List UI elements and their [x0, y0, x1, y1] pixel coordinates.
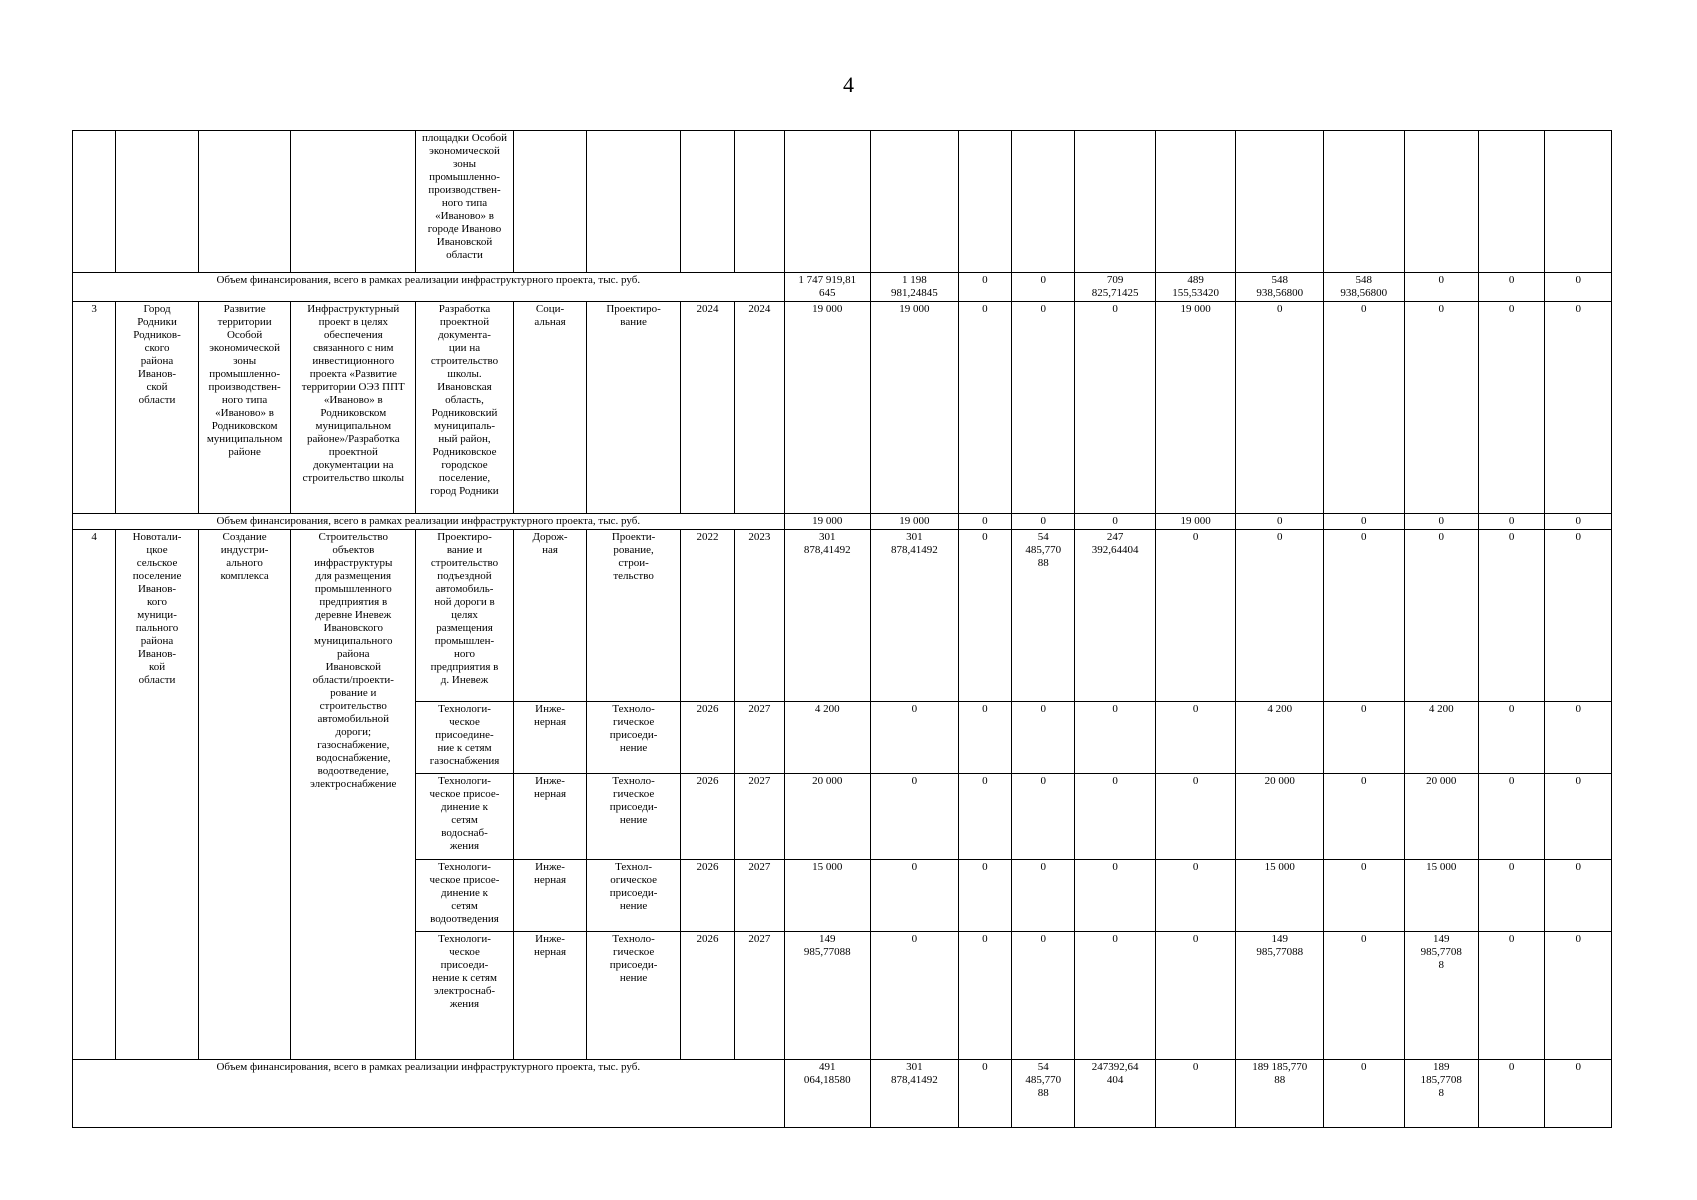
value-cell: 1 747 919,81 645 [784, 273, 871, 302]
object-cell: Технологи- ческое присое- динение к сетям водоотведения [416, 860, 514, 932]
value-cell: 15 000 [1404, 860, 1478, 932]
value-cell: 247 392,64404 [1075, 530, 1156, 702]
value-cell: 0 [1236, 514, 1324, 530]
value-cell: 19 000 [1155, 514, 1236, 530]
total-label: Объем финансирования, всего в рамках реализации инфраструктурного проекта, тыс. руб. [73, 273, 785, 302]
year-start: 2026 [680, 932, 734, 1060]
value-cell: 0 [1478, 514, 1544, 530]
value-cell: 0 [1011, 514, 1074, 530]
type-cell: Инже- нерная [513, 932, 586, 1060]
value-cell: 0 [1323, 932, 1404, 1060]
object-cell: Технологи- ческое присоеди- нение к сетям электроснаб- жения [416, 932, 514, 1060]
stage-cell: Техноло- гическое присоеди- нение [587, 932, 681, 1060]
value-cell: 0 [1155, 530, 1236, 702]
municipality-cell: Новотали- цкое сельское поселение Иванов- кого муници- пального района Иванов- кой области [116, 530, 199, 1060]
value-cell: 0 [1323, 530, 1404, 702]
value-cell: 19 000 [784, 514, 871, 530]
value-cell: 489 155,53420 [1155, 273, 1236, 302]
year-start: 2026 [680, 774, 734, 860]
value-cell: 0 [1404, 302, 1478, 514]
value-cell: 0 [958, 302, 1011, 514]
object-cell: Проектиро- вание и строительство подъездной автомобиль- ной дороги в целях размещения промышлен- ного предприятия в д. Иневеж [416, 530, 514, 702]
value-cell: 189 185,7708 8 [1404, 1060, 1478, 1128]
type-cell: Соци- альная [513, 302, 586, 514]
value-cell: 149 985,77088 [784, 932, 871, 1060]
year-end: 2027 [735, 774, 784, 860]
value-cell: 0 [1075, 860, 1156, 932]
stage-cell: Проектиро- вание [587, 302, 681, 514]
row-number: 3 [73, 302, 116, 514]
object-cell: Разработка проектной документа- ции на строительство школы. Ивановская область, Родниковский муниципаль- ный район, Родниковское городское поселение, город Родники [416, 302, 514, 514]
project-cell: Развитие территории Особой экономической зоны промышленно- производствен- ного типа «Иваново» в Родниковском муниципальном районе [198, 302, 291, 514]
value-cell: 0 [1478, 774, 1544, 860]
value-cell: 0 [1545, 273, 1612, 302]
value-cell: 0 [1155, 860, 1236, 932]
value-cell: 301 878,41492 [871, 530, 959, 702]
value-cell: 149 985,7708 8 [1404, 932, 1478, 1060]
value-cell: 0 [1323, 774, 1404, 860]
value-cell: 4 200 [784, 702, 871, 774]
value-cell: 0 [958, 860, 1011, 932]
value-cell: 0 [1155, 1060, 1236, 1128]
value-cell: 15 000 [1236, 860, 1324, 932]
value-cell: 0 [1155, 932, 1236, 1060]
value-cell: 0 [1478, 273, 1544, 302]
value-cell: 0 [1323, 302, 1404, 514]
year-end: 2027 [735, 860, 784, 932]
value-cell: 0 [1545, 702, 1612, 774]
value-cell: 0 [1075, 702, 1156, 774]
value-cell: 20 000 [784, 774, 871, 860]
financing-table [72, 130, 1612, 1128]
type-cell: Инже- нерная [513, 702, 586, 774]
value-cell: 19 000 [871, 302, 959, 514]
value-cell: 0 [1545, 774, 1612, 860]
value-cell: 0 [958, 774, 1011, 860]
value-cell: 0 [1011, 860, 1074, 932]
value-cell: 0 [1404, 273, 1478, 302]
value-cell: 20 000 [1236, 774, 1324, 860]
value-cell: 0 [1323, 1060, 1404, 1128]
value-cell: 0 [1323, 514, 1404, 530]
value-cell: 0 [1545, 932, 1612, 1060]
value-cell: 189 185,770 88 [1236, 1060, 1324, 1128]
type-cell: Инже- нерная [513, 774, 586, 860]
value-cell: 0 [871, 774, 959, 860]
value-cell: 0 [1545, 530, 1612, 702]
value-cell: 0 [958, 514, 1011, 530]
value-cell: 0 [1011, 932, 1074, 1060]
value-cell: 0 [1011, 774, 1074, 860]
value-cell: 19 000 [784, 302, 871, 514]
value-cell: 0 [958, 932, 1011, 1060]
value-cell: 247392,64 404 [1075, 1060, 1156, 1128]
year-start: 2024 [680, 302, 734, 514]
year-start: 2022 [680, 530, 734, 702]
stage-cell: Техноло- гическое присоеди- нение [587, 774, 681, 860]
year-end: 2027 [735, 702, 784, 774]
value-cell: 15 000 [784, 860, 871, 932]
page-number: 4 [843, 72, 854, 97]
value-cell: 491 064,18580 [784, 1060, 871, 1128]
value-cell: 0 [1236, 302, 1324, 514]
value-cell: 0 [1478, 932, 1544, 1060]
value-cell: 0 [1323, 702, 1404, 774]
value-cell: 0 [1545, 860, 1612, 932]
value-cell: 0 [1478, 1060, 1544, 1128]
year-end: 2024 [735, 302, 784, 514]
value-cell: 4 200 [1404, 702, 1478, 774]
value-cell: 0 [871, 932, 959, 1060]
total-label: Объем финансирования, всего в рамках реализации инфраструктурного проекта, тыс. руб. [73, 514, 785, 530]
value-cell: 301 878,41492 [871, 1060, 959, 1128]
table-row-total [73, 1060, 1612, 1128]
value-cell: 149 985,77088 [1236, 932, 1324, 1060]
value-cell: 0 [958, 530, 1011, 702]
year-end: 2023 [735, 530, 784, 702]
row-number: 4 [73, 530, 116, 1060]
event-cell: Строительство объектов инфраструктуры для размещения промышленного предприятия в деревне Иневеж Ивановского муниципального района Ивановской области/проекти- рование и строительство автомобильной дороги; газоснабжение, водоснабжение, водоотведение, электроснабжение [291, 530, 416, 1060]
type-cell: Инже- нерная [513, 860, 586, 932]
year-start: 2026 [680, 702, 734, 774]
value-cell: 0 [1478, 302, 1544, 514]
table-row-total [73, 514, 1612, 530]
value-cell: 0 [1323, 860, 1404, 932]
year-end: 2027 [735, 932, 784, 1060]
value-cell: 0 [958, 1060, 1011, 1128]
value-cell: 0 [1075, 302, 1156, 514]
value-cell: 548 938,56800 [1323, 273, 1404, 302]
value-cell: 20 000 [1404, 774, 1478, 860]
value-cell: 0 [871, 702, 959, 774]
value-cell: 54 485,770 88 [1011, 1060, 1074, 1128]
project-cell: Создание индустри- ального комплекса [198, 530, 291, 1060]
table-row-4 [73, 530, 1612, 702]
value-cell: 19 000 [871, 514, 959, 530]
value-cell: 0 [1075, 774, 1156, 860]
table-row-total [73, 273, 1612, 302]
event-cell: Инфраструктурный проект в целях обеспечения связанного с ним инвестиционного проекта «Развитие территории ОЭЗ ППТ «Иваново» в Родниковском муниципальном районе»/Разработка проектной документации на строительство школы [291, 302, 416, 514]
value-cell: 0 [958, 273, 1011, 302]
value-cell: 0 [1011, 302, 1074, 514]
value-cell: 0 [1236, 530, 1324, 702]
value-cell: 0 [1545, 302, 1612, 514]
value-cell: 0 [1155, 774, 1236, 860]
value-cell: 0 [1478, 530, 1544, 702]
value-cell: 0 [1075, 932, 1156, 1060]
value-cell: 0 [1545, 1060, 1612, 1128]
table-row-3 [73, 302, 1612, 514]
value-cell: 0 [871, 860, 959, 932]
stage-cell: Технол- огическое присоеди- нение [587, 860, 681, 932]
value-cell: 19 000 [1155, 302, 1236, 514]
value-cell: 0 [1011, 273, 1074, 302]
value-cell: 0 [1478, 860, 1544, 932]
total-label: Объем финансирования, всего в рамках реализации инфраструктурного проекта, тыс. руб. [73, 1060, 785, 1128]
year-start: 2026 [680, 860, 734, 932]
value-cell: 0 [1478, 702, 1544, 774]
value-cell: 0 [1075, 514, 1156, 530]
table-row-continuation [73, 131, 1612, 273]
value-cell: 709 825,71425 [1075, 273, 1156, 302]
value-cell: 0 [1404, 514, 1478, 530]
stage-cell: Проекти- рование, строи- тельство [587, 530, 681, 702]
value-cell: 548 938,56800 [1236, 273, 1324, 302]
type-cell: Дорож- ная [513, 530, 586, 702]
value-cell: 0 [958, 702, 1011, 774]
object-cell: Технологи- ческое присоедине- ние к сетям газоснабжения [416, 702, 514, 774]
value-cell: 0 [1155, 702, 1236, 774]
value-cell: 0 [1404, 530, 1478, 702]
value-cell: 0 [1011, 702, 1074, 774]
stage-cell: Техноло- гическое присоеди- нение [587, 702, 681, 774]
value-cell: 301 878,41492 [784, 530, 871, 702]
value-cell: 4 200 [1236, 702, 1324, 774]
value-cell: 54 485,770 88 [1011, 530, 1074, 702]
object-cell: Технологи- ческое присое- динение к сетям водоснаб- жения [416, 774, 514, 860]
value-cell: 1 198 981,24845 [871, 273, 959, 302]
municipality-cell: Город Родники Родников- ского района Иванов- ской области [116, 302, 199, 514]
value-cell: 0 [1545, 514, 1612, 530]
object-cell: площадки Особой экономической зоны промышленно- производствен- ного типа «Иваново» в городе Иваново Ивановской области [416, 131, 514, 273]
